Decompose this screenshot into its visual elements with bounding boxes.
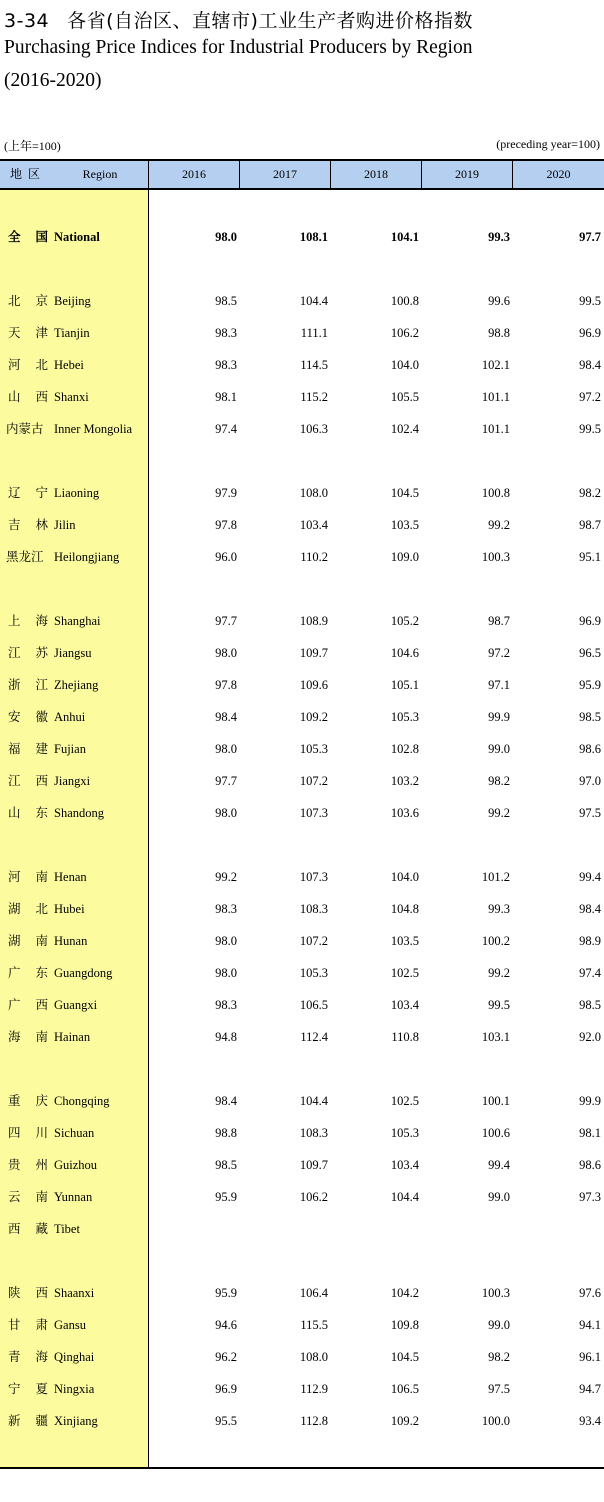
index-value-2019: 99.5 xyxy=(488,998,510,1012)
table-row xyxy=(0,803,604,823)
table-row xyxy=(0,1347,604,1367)
index-value-2017: 106.3 xyxy=(299,422,328,436)
index-value-2019: 101.2 xyxy=(481,870,510,884)
region-name-en: Beijing xyxy=(54,294,91,308)
region-name-cn: 重庆 xyxy=(8,1093,48,1108)
index-value-2020: 98.4 xyxy=(579,358,601,372)
unit-note-english: (preceding year=100) xyxy=(496,137,600,151)
index-value-2018: 105.5 xyxy=(390,390,419,404)
index-value-2017: 105.3 xyxy=(299,742,328,756)
table-row xyxy=(0,899,604,919)
index-value-2020: 97.4 xyxy=(579,966,601,980)
index-value-2016: 98.0 xyxy=(215,646,237,660)
index-value-2017: 109.2 xyxy=(299,710,328,724)
index-value-2020: 96.5 xyxy=(579,646,601,660)
index-value-2020: 99.9 xyxy=(579,1094,601,1108)
index-value-2018: 105.2 xyxy=(390,614,419,628)
index-value-2018: 104.0 xyxy=(390,358,419,372)
region-name-cn: 山东 xyxy=(8,805,48,820)
index-value-2020: 94.7 xyxy=(579,1382,601,1396)
region-name-cn: 上海 xyxy=(8,613,48,628)
index-value-2017: 107.3 xyxy=(299,806,328,820)
table-row xyxy=(0,995,604,1015)
table-row xyxy=(0,611,604,631)
index-value-2020: 98.6 xyxy=(579,742,601,756)
index-value-2020: 96.9 xyxy=(579,326,601,340)
index-value-2017: 112.8 xyxy=(300,1414,328,1428)
table-row xyxy=(0,387,604,407)
index-value-2019: 99.4 xyxy=(488,1158,510,1172)
index-value-2019: 99.9 xyxy=(488,710,510,724)
index-value-2020: 97.7 xyxy=(579,230,601,244)
index-value-2019: 100.8 xyxy=(481,486,510,500)
index-value-2016: 97.7 xyxy=(215,774,237,788)
index-value-2017: 106.4 xyxy=(299,1286,328,1300)
index-value-2016: 98.1 xyxy=(215,390,237,404)
region-name-en: Jilin xyxy=(54,518,76,532)
index-value-2016: 98.4 xyxy=(215,710,237,724)
region-name-en: Heilongjiang xyxy=(54,550,120,564)
index-value-2019: 98.8 xyxy=(488,326,510,340)
index-value-2017: 109.7 xyxy=(299,1158,328,1172)
region-name-en: Henan xyxy=(54,870,87,884)
index-value-2020: 99.5 xyxy=(579,294,601,308)
index-value-2019: 99.2 xyxy=(488,806,510,820)
index-value-2019: 100.1 xyxy=(481,1094,510,1108)
region-name-en: Guangxi xyxy=(54,998,98,1012)
index-value-2018: 104.0 xyxy=(390,870,419,884)
index-value-2016: 98.3 xyxy=(215,358,237,372)
index-value-2016: 95.9 xyxy=(215,1190,237,1204)
index-value-2019: 102.1 xyxy=(481,358,510,372)
region-name-cn: 湖北 xyxy=(8,901,48,916)
index-value-2020: 97.6 xyxy=(579,1286,601,1300)
index-value-2019: 103.1 xyxy=(481,1030,510,1044)
index-value-2018: 104.8 xyxy=(390,902,419,916)
index-value-2017: 105.3 xyxy=(299,966,328,980)
region-name-cn: 全国 xyxy=(8,229,48,244)
region-name-en: Shandong xyxy=(54,806,104,820)
region-name-cn: 河南 xyxy=(8,869,48,884)
index-value-2018: 104.5 xyxy=(390,486,419,500)
region-name-cn: 云南 xyxy=(8,1189,48,1204)
table-number: 3-34 xyxy=(4,10,50,32)
index-value-2019: 100.3 xyxy=(481,550,510,564)
region-name-cn: 湖南 xyxy=(8,933,48,948)
table-title-years: (2016-2020) xyxy=(4,70,102,91)
index-value-2017: 108.9 xyxy=(299,614,328,628)
index-value-2018: 105.3 xyxy=(390,1126,419,1140)
index-value-2019: 100.2 xyxy=(481,934,510,948)
region-name-cn: 辽宁 xyxy=(8,485,48,500)
index-value-2018: 109.2 xyxy=(390,1414,419,1428)
index-value-2018: 103.5 xyxy=(390,934,419,948)
index-value-2016: 97.8 xyxy=(215,678,237,692)
index-value-2018: 104.2 xyxy=(390,1286,419,1300)
index-value-2020: 98.2 xyxy=(579,486,601,500)
index-value-2018: 104.6 xyxy=(390,646,419,660)
region-name-cn: 甘肃 xyxy=(8,1317,48,1332)
header-year-2019: 2019 xyxy=(455,167,479,181)
table-row xyxy=(0,1123,604,1143)
unit-note-chinese: (上年=100) xyxy=(4,139,61,153)
index-value-2020: 96.9 xyxy=(579,614,601,628)
index-value-2019: 97.1 xyxy=(488,678,510,692)
region-name-cn: 贵州 xyxy=(8,1157,48,1172)
index-value-2019: 97.5 xyxy=(488,1382,510,1396)
index-value-2017: 108.3 xyxy=(299,902,328,916)
region-name-en: Shaanxi xyxy=(54,1286,95,1300)
table-title-english: Purchasing Price Indices for Industrial Producers by Region xyxy=(4,37,473,58)
index-value-2020: 98.1 xyxy=(579,1126,601,1140)
region-name-en: Ningxia xyxy=(54,1382,95,1396)
region-name-en: Tibet xyxy=(54,1222,80,1236)
index-value-2016: 97.4 xyxy=(215,422,237,436)
index-value-2019: 99.3 xyxy=(488,902,510,916)
index-value-2016: 98.0 xyxy=(215,230,237,244)
index-value-2020: 92.0 xyxy=(579,1030,601,1044)
region-name-en: National xyxy=(54,230,100,244)
header-year-2017: 2017 xyxy=(273,167,297,181)
index-value-2019: 100.6 xyxy=(481,1126,510,1140)
table-row xyxy=(0,707,604,727)
region-name-cn: 广东 xyxy=(8,965,48,980)
index-value-2017: 108.1 xyxy=(299,230,328,244)
region-name-en: Anhui xyxy=(54,710,86,724)
region-name-en: Shanxi xyxy=(54,390,89,404)
index-value-2017: 110.2 xyxy=(300,550,328,564)
index-value-2020: 97.3 xyxy=(579,1190,601,1204)
region-name-cn: 安徽 xyxy=(8,709,48,724)
header-region-en: Region xyxy=(82,167,118,181)
index-value-2017: 104.4 xyxy=(299,1094,328,1108)
index-value-2020: 99.5 xyxy=(579,422,601,436)
index-value-2017: 112.9 xyxy=(300,1382,328,1396)
index-value-2018: 106.2 xyxy=(390,326,419,340)
index-value-2019: 99.2 xyxy=(488,518,510,532)
index-value-2019: 97.2 xyxy=(488,646,510,660)
region-name-cn: 吉林 xyxy=(8,517,48,532)
index-value-2017: 107.2 xyxy=(299,934,328,948)
index-value-2018: 106.5 xyxy=(390,1382,419,1396)
region-name-en: Tianjin xyxy=(54,326,90,340)
index-value-2020: 97.0 xyxy=(579,774,601,788)
region-name-cn: 西藏 xyxy=(8,1221,48,1236)
table-row xyxy=(0,963,604,983)
region-name-en: Jiangxi xyxy=(54,774,91,788)
index-value-2016: 95.5 xyxy=(215,1414,237,1428)
index-value-2016: 97.8 xyxy=(215,518,237,532)
region-name-cn: 四川 xyxy=(8,1125,48,1140)
index-value-2020: 93.4 xyxy=(579,1414,601,1428)
index-value-2018: 103.4 xyxy=(390,1158,419,1172)
region-name-en: Shanghai xyxy=(54,614,101,628)
index-value-2018: 102.8 xyxy=(390,742,419,756)
index-value-2019: 98.2 xyxy=(488,1350,510,1364)
index-value-2016: 98.0 xyxy=(215,806,237,820)
index-value-2020: 95.1 xyxy=(579,550,601,564)
region-name-en: Guangdong xyxy=(54,966,113,980)
index-value-2020: 96.1 xyxy=(579,1350,601,1364)
table-row xyxy=(0,483,604,503)
index-value-2016: 98.3 xyxy=(215,902,237,916)
region-name-en: Jiangsu xyxy=(54,646,92,660)
index-value-2020: 97.5 xyxy=(579,806,601,820)
index-value-2017: 103.4 xyxy=(299,518,328,532)
header-region-cn: 地区 xyxy=(9,167,46,181)
index-value-2019: 101.1 xyxy=(481,422,510,436)
region-name-cn: 新疆 xyxy=(8,1413,48,1428)
region-name-cn: 陕西 xyxy=(8,1285,48,1300)
index-value-2020: 98.7 xyxy=(579,518,601,532)
region-name-en: Hainan xyxy=(54,1030,91,1044)
table-row xyxy=(0,1027,604,1047)
region-name-en: Guizhou xyxy=(54,1158,98,1172)
index-value-2019: 99.0 xyxy=(488,1190,510,1204)
table-row xyxy=(0,227,604,247)
index-value-2017: 115.2 xyxy=(300,390,328,404)
index-value-2016: 98.0 xyxy=(215,934,237,948)
table-row xyxy=(0,1379,604,1399)
table-row xyxy=(0,675,604,695)
index-value-2019: 99.2 xyxy=(488,966,510,980)
index-value-2016: 98.3 xyxy=(215,998,237,1012)
index-value-2019: 99.0 xyxy=(488,1318,510,1332)
index-value-2018: 103.6 xyxy=(390,806,419,820)
region-name-en: Zhejiang xyxy=(54,678,99,692)
index-value-2016: 98.3 xyxy=(215,326,237,340)
region-name-cn: 内蒙古 xyxy=(6,421,44,436)
region-name-cn: 山西 xyxy=(8,389,48,404)
index-value-2016: 96.2 xyxy=(215,1350,237,1364)
table-title-chinese xyxy=(4,6,473,33)
index-value-2018: 102.4 xyxy=(390,422,419,436)
region-name-en: Hubei xyxy=(54,902,85,916)
region-name-cn: 浙江 xyxy=(8,677,48,692)
index-value-2018: 104.1 xyxy=(390,230,419,244)
table-row xyxy=(0,1187,604,1207)
index-value-2018: 103.4 xyxy=(390,998,419,1012)
table-row xyxy=(0,355,604,375)
table-row xyxy=(0,739,604,759)
index-value-2018: 104.5 xyxy=(390,1350,419,1364)
index-value-2016: 94.8 xyxy=(215,1030,237,1044)
index-value-2019: 101.1 xyxy=(481,390,510,404)
index-value-2016: 98.5 xyxy=(215,294,237,308)
region-name-cn: 广西 xyxy=(8,997,48,1012)
index-value-2018: 102.5 xyxy=(390,966,419,980)
region-name-cn: 天津 xyxy=(8,325,48,340)
index-value-2017: 106.5 xyxy=(299,998,328,1012)
index-value-2017: 111.1 xyxy=(300,326,328,340)
index-value-2019: 100.0 xyxy=(481,1414,510,1428)
index-value-2016: 98.5 xyxy=(215,1158,237,1172)
table-row xyxy=(0,1411,604,1431)
index-value-2017: 108.0 xyxy=(299,1350,328,1364)
index-value-2018: 102.5 xyxy=(390,1094,419,1108)
index-value-2019: 99.3 xyxy=(488,230,510,244)
table-row xyxy=(0,643,604,663)
index-value-2020: 98.5 xyxy=(579,998,601,1012)
region-name-cn: 宁夏 xyxy=(8,1381,48,1396)
index-value-2017: 107.2 xyxy=(299,774,328,788)
region-name-en: Gansu xyxy=(54,1318,86,1332)
index-value-2018: 110.8 xyxy=(391,1030,419,1044)
table-row xyxy=(0,515,604,535)
region-name-cn: 江西 xyxy=(8,773,48,788)
index-value-2019: 98.7 xyxy=(488,614,510,628)
index-value-2016: 95.9 xyxy=(215,1286,237,1300)
table-row xyxy=(0,867,604,887)
index-value-2017: 115.5 xyxy=(300,1318,328,1332)
title-cn-text: 各省(自治区、直辖市)工业生产者购进价格指数 xyxy=(67,10,473,32)
region-name-en: Yunnan xyxy=(54,1190,93,1204)
index-value-2020: 99.4 xyxy=(579,870,601,884)
table-row xyxy=(0,1315,604,1335)
table-row xyxy=(0,931,604,951)
header-year-2016: 2016 xyxy=(182,167,206,181)
index-value-2016: 97.9 xyxy=(215,486,237,500)
index-value-2016: 98.4 xyxy=(215,1094,237,1108)
index-value-2017: 106.2 xyxy=(299,1190,328,1204)
index-value-2019: 99.0 xyxy=(488,742,510,756)
index-value-2017: 112.4 xyxy=(300,1030,328,1044)
table-row xyxy=(0,547,604,567)
region-name-cn: 江苏 xyxy=(8,645,48,660)
table-row xyxy=(0,323,604,343)
index-value-2017: 109.6 xyxy=(299,678,328,692)
index-value-2016: 96.0 xyxy=(215,550,237,564)
index-value-2018: 103.2 xyxy=(390,774,419,788)
table-bottom-rule xyxy=(0,1467,604,1469)
index-value-2020: 98.5 xyxy=(579,710,601,724)
table-row xyxy=(0,291,604,311)
index-value-2020: 98.4 xyxy=(579,902,601,916)
index-value-2016: 94.6 xyxy=(215,1318,237,1332)
index-value-2018: 103.5 xyxy=(390,518,419,532)
region-name-en: Fujian xyxy=(54,742,86,756)
region-name-en: Chongqing xyxy=(54,1094,110,1108)
region-name-en: Liaoning xyxy=(54,486,100,500)
region-name-cn: 福建 xyxy=(8,741,48,756)
index-value-2016: 98.0 xyxy=(215,742,237,756)
index-value-2016: 98.8 xyxy=(215,1126,237,1140)
index-value-2020: 98.6 xyxy=(579,1158,601,1172)
index-value-2017: 104.4 xyxy=(299,294,328,308)
table-row xyxy=(0,1155,604,1175)
index-value-2020: 97.2 xyxy=(579,390,601,404)
region-name-en: Sichuan xyxy=(54,1126,95,1140)
table-row xyxy=(0,1219,604,1239)
index-value-2018: 104.4 xyxy=(390,1190,419,1204)
index-value-2018: 105.1 xyxy=(390,678,419,692)
region-name-cn: 海南 xyxy=(8,1029,48,1044)
region-name-en: Qinghai xyxy=(54,1350,95,1364)
region-name-cn: 河北 xyxy=(8,357,48,372)
header-year-2020: 2020 xyxy=(546,167,571,181)
index-value-2018: 105.3 xyxy=(390,710,419,724)
index-value-2016: 98.0 xyxy=(215,966,237,980)
region-name-cn: 青海 xyxy=(8,1349,48,1364)
index-value-2019: 100.3 xyxy=(481,1286,510,1300)
index-value-2019: 98.2 xyxy=(488,774,510,788)
header-year-2018: 2018 xyxy=(364,167,388,181)
region-name-en: Hebei xyxy=(54,358,84,372)
index-value-2016: 97.7 xyxy=(215,614,237,628)
index-value-2020: 94.1 xyxy=(579,1318,601,1332)
index-value-2018: 100.8 xyxy=(390,294,419,308)
table-row xyxy=(0,1091,604,1111)
index-value-2016: 99.2 xyxy=(215,870,237,884)
region-name-en: Inner Mongolia xyxy=(54,422,133,436)
index-value-2017: 109.7 xyxy=(299,646,328,660)
region-name-en: Hunan xyxy=(54,934,88,948)
index-value-2018: 109.8 xyxy=(390,1318,419,1332)
index-value-2016: 96.9 xyxy=(215,1382,237,1396)
table-row xyxy=(0,771,604,791)
region-name-cn: 北京 xyxy=(8,293,48,308)
index-value-2020: 95.9 xyxy=(579,678,601,692)
table-row xyxy=(0,1283,604,1303)
table-row xyxy=(0,419,604,439)
index-value-2017: 108.3 xyxy=(299,1126,328,1140)
index-value-2017: 107.3 xyxy=(299,870,328,884)
index-value-2017: 108.0 xyxy=(299,486,328,500)
region-name-en: Xinjiang xyxy=(54,1414,98,1428)
index-value-2020: 98.9 xyxy=(579,934,601,948)
region-name-cn: 黑龙江 xyxy=(6,549,44,564)
index-value-2017: 114.5 xyxy=(300,358,328,372)
index-value-2019: 99.6 xyxy=(488,294,510,308)
index-value-2018: 109.0 xyxy=(390,550,419,564)
